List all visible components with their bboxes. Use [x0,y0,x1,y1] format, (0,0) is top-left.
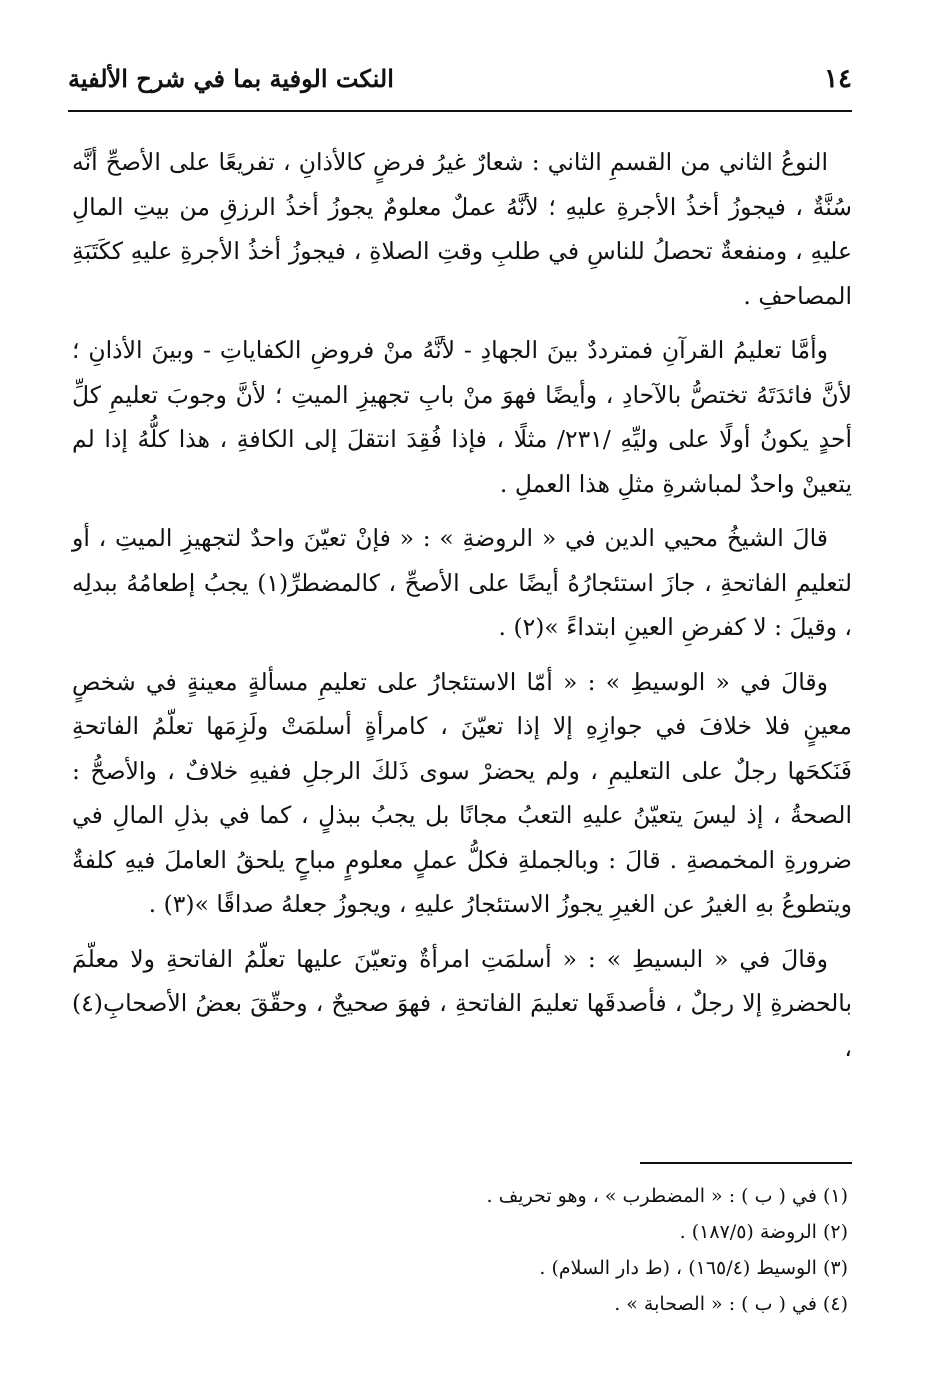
paragraph: النوعُ الثاني من القسمِ الثاني : شعارٌ غيرُ فرضٍ كالأذانِ ، تفريعًا على الأصحِّ أنَّه سُنَّةٌ ، فيجوزُ أخذُ الأجرةِ عليهِ ؛ لأنَّهُ عملٌ معلومٌ يجوزُ أخذُ الرزقِ من بيتِ المالِ عليهِ ، ومنفعةٌ تحصلُ للناسِ في طلبِ وقتِ الصلاةِ ، فيجوزُ أخذُ الأجرةِ عليهِ ككَتَبَةِ المصاحفِ . [72,148,852,310]
page-header [68,56,852,112]
footnote: (٣) الوسيط (١٦٥/٤) ، (ط دار السلام) . [539,1257,848,1279]
paragraph: قالَ الشيخُ محيي الدين في « الروضةِ » : « فإنْ تعيّنَ واحدٌ لتجهيزِ الميتِ ، أو لتعليمِ الفاتحةِ ، جازَ استئجارُهُ أيضًا على الأصحِّ ، كالمضطرِّ(١) يجبُ إطعامُهُ ببدلِه ، وقيلَ : لا كفرضِ العينِ ابتداءً »(٢) . [72,524,852,641]
header-rule [68,110,852,112]
running-title: النكت الوفية بما في شرح الألفية [68,64,394,93]
main-text [72,140,852,1080]
footnote: (١) في ( ب ) : « المضطرب » ، وهو تحريف . [486,1185,848,1207]
footnote: (٢) الروضة (١٨٧/٥) . [679,1221,848,1243]
footnote-separator [640,1162,852,1164]
footnote: (٤) في ( ب ) : « الصحابة » . [614,1293,848,1315]
footnotes [92,1178,848,1322]
paragraph: وقالَ في « البسيطِ » : « أسلمَتِ امرأةٌ وتعيّنَ عليها تعلّمُ الفاتحةِ ولا معلّمَ بالحضرةِ إلا رجلٌ ، فأصدقَها تعليمَ الفاتحةِ ، فهوَ صحيحٌ ، وحقّقَ بعضُ الأصحابِ(٤) ، [72,944,852,1062]
page-number: ١٤ [824,64,852,94]
paragraph: وأمَّا تعليمُ القرآنِ فمترددٌ بينَ الجهادِ - لأنَّهُ منْ فروضِ الكفاياتِ - وبينَ الأذانِ ؛ لأنَّ فائدَتَهُ تختصُّ بالآحادِ ، وأيضًا فهوَ منْ بابِ تجهيزِ الميتِ ؛ لأنَّ وجوبَ تعليمِ كلِّ أحدٍ يكونُ أولًا على وليِّهِ /٢٣١/ مثلًا ، فإذا فُقِدَ انتقلَ إلى الكافةِ ، هذا كلُّهُ إذا لم يتعينْ واحدٌ لمباشرةِ مثلِ هذا العملِ . [72,336,852,498]
paragraph: وقالَ في « الوسيطِ » : « أمّا الاستئجارُ على تعليمِ مسألةٍ معينةٍ في شخصٍ معينٍ فلا خلافَ في جوازِهِ إلا إذا تعيّنَ ، كامرأةٍ أسلمَتْ ولَزِمَها تعلّمُ الفاتحةِ فَنَكحَها رجلٌ على التعليمِ ، ولم يحضرْ سوى ذَلكَ الرجلِ ففيهِ خلافٌ ، والأصحُّ : الصحةُ ، إذ ليسَ يتعيّنُ عليهِ التعبُ مجانًا بل يجبُ ببذلٍ ، كما في بذلِ المالِ في ضرورةِ المخمصةِ . قالَ : وبالجملةِ فكلُّ عملٍ معلومٍ مباحٍ يلحقُ العاملَ فيهِ كلفةٌ ويتطوعُ بهِ الغيرُ عن الغيرِ يجوزُ الاستئجارُ عليهِ ، ويجوزُ جعلهُ صداقًا »(٣) . [72,667,852,918]
